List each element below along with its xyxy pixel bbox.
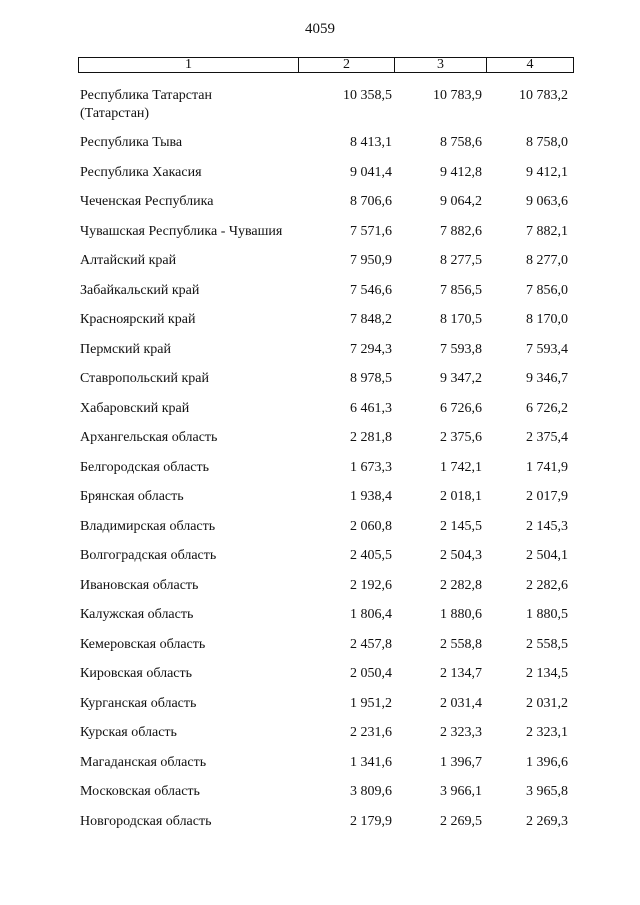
value-col-4: 10 783,2 xyxy=(519,88,568,103)
region-name: Алтайский край xyxy=(80,253,177,268)
region-name: Кемеровская область xyxy=(80,637,206,652)
table-row xyxy=(0,724,640,744)
region-name: Московская область xyxy=(80,784,200,799)
region-name: Новгородская область xyxy=(80,814,212,829)
region-name: Брянская область xyxy=(80,489,184,504)
value-col-2: 2 405,5 xyxy=(350,548,392,563)
value-col-4: 9 063,6 xyxy=(526,194,568,209)
value-col-3: 1 880,6 xyxy=(440,607,482,622)
value-col-2: 2 179,9 xyxy=(350,814,392,829)
region-name: Архангельская область xyxy=(80,430,218,445)
value-col-4: 2 031,2 xyxy=(526,696,568,711)
table-row xyxy=(0,282,640,302)
table-row xyxy=(0,754,640,774)
region-name: Забайкальский край xyxy=(80,283,200,298)
value-col-2: 2 192,6 xyxy=(350,578,392,593)
value-col-4: 8 277,0 xyxy=(526,253,568,268)
value-col-2: 7 950,9 xyxy=(350,253,392,268)
region-name: Чувашская Республика - Чувашия xyxy=(80,224,283,239)
value-col-3: 2 031,4 xyxy=(440,696,482,711)
value-col-4: 1 880,5 xyxy=(526,607,568,622)
value-col-3: 2 018,1 xyxy=(440,489,482,504)
region-name: Владимирская область xyxy=(80,519,216,534)
value-col-2: 2 281,8 xyxy=(350,430,392,445)
table-row xyxy=(0,341,640,361)
value-col-2: 7 546,6 xyxy=(350,283,392,298)
table-row xyxy=(0,695,640,715)
value-col-4: 2 504,1 xyxy=(526,548,568,563)
value-col-3: 9 412,8 xyxy=(440,165,482,180)
table-row xyxy=(0,429,640,449)
value-col-2: 1 951,2 xyxy=(350,696,392,711)
value-col-2: 1 938,4 xyxy=(350,489,392,504)
value-col-2: 8 413,1 xyxy=(350,135,392,150)
value-col-3: 9 064,2 xyxy=(440,194,482,209)
table-row xyxy=(0,783,640,803)
region-name: Республика Тыва xyxy=(80,135,183,150)
value-col-2: 2 050,4 xyxy=(350,666,392,681)
table-row xyxy=(0,606,640,626)
value-col-3: 6 726,6 xyxy=(440,401,482,416)
table-row xyxy=(0,400,640,420)
region-name: Ставропольский край xyxy=(80,371,209,386)
table-row xyxy=(0,311,640,331)
table-row xyxy=(0,459,640,479)
value-col-2: 2 231,6 xyxy=(350,725,392,740)
table-row xyxy=(0,223,640,243)
table-row xyxy=(0,164,640,184)
value-col-2: 8 978,5 xyxy=(350,371,392,386)
value-col-4: 2 282,6 xyxy=(526,578,568,593)
value-col-3: 2 134,7 xyxy=(440,666,482,681)
value-col-3: 7 593,8 xyxy=(440,342,482,357)
table-header xyxy=(78,57,574,73)
region-name: Курганская область xyxy=(80,696,197,711)
value-col-4: 2 134,5 xyxy=(526,666,568,681)
value-col-4: 6 726,2 xyxy=(526,401,568,416)
table-row xyxy=(0,488,640,508)
value-col-3: 7 882,6 xyxy=(440,224,482,239)
region-name: Республика Хакасия xyxy=(80,165,202,180)
value-col-3: 1 742,1 xyxy=(440,460,482,475)
header-cell-1: 1 xyxy=(79,58,299,72)
value-col-2: 10 358,5 xyxy=(343,88,392,103)
value-col-3: 2 282,8 xyxy=(440,578,482,593)
value-col-2: 7 294,3 xyxy=(350,342,392,357)
value-col-2: 1 341,6 xyxy=(350,755,392,770)
value-col-2: 1 806,4 xyxy=(350,607,392,622)
value-col-4: 8 170,0 xyxy=(526,312,568,327)
value-col-4: 1 741,9 xyxy=(526,460,568,475)
value-col-3: 2 323,3 xyxy=(440,725,482,740)
value-col-3: 7 856,5 xyxy=(440,283,482,298)
region-name: Пермский край xyxy=(80,342,171,357)
region-name: Чеченская Республика xyxy=(80,194,214,209)
value-col-3: 2 558,8 xyxy=(440,637,482,652)
value-col-4: 9 346,7 xyxy=(526,371,568,386)
table-row xyxy=(0,370,640,390)
value-col-2: 7 571,6 xyxy=(350,224,392,239)
value-col-4: 7 593,4 xyxy=(526,342,568,357)
value-col-4: 7 882,1 xyxy=(526,224,568,239)
value-col-2: 1 673,3 xyxy=(350,460,392,475)
value-col-4: 9 412,1 xyxy=(526,165,568,180)
region-name: Калужская область xyxy=(80,607,194,622)
value-col-3: 1 396,7 xyxy=(440,755,482,770)
value-col-4: 2 017,9 xyxy=(526,489,568,504)
header-cell-3: 3 xyxy=(395,58,487,72)
value-col-3: 2 375,6 xyxy=(440,430,482,445)
value-col-2: 3 809,6 xyxy=(350,784,392,799)
region-name: Кировская область xyxy=(80,666,193,681)
region-name: Курская область xyxy=(80,725,177,740)
table-row xyxy=(0,134,640,154)
table-row xyxy=(0,87,640,127)
value-col-4: 1 396,6 xyxy=(526,755,568,770)
value-col-2: 8 706,6 xyxy=(350,194,392,209)
value-col-3: 2 504,3 xyxy=(440,548,482,563)
value-col-3: 9 347,2 xyxy=(440,371,482,386)
value-col-4: 2 323,1 xyxy=(526,725,568,740)
value-col-4: 3 965,8 xyxy=(526,784,568,799)
table-row xyxy=(0,547,640,567)
table-row xyxy=(0,193,640,213)
table-row xyxy=(0,518,640,538)
region-name: Ивановская область xyxy=(80,578,199,593)
value-col-3: 3 966,1 xyxy=(440,784,482,799)
value-col-4: 2 269,3 xyxy=(526,814,568,829)
value-col-3: 8 277,5 xyxy=(440,253,482,268)
region-name: Республика Татарстан (Татарстан) xyxy=(80,88,213,121)
page-number: 4059 xyxy=(305,21,335,37)
value-col-3: 2 145,5 xyxy=(440,519,482,534)
value-col-2: 7 848,2 xyxy=(350,312,392,327)
region-name: Белгородская область xyxy=(80,460,210,475)
value-col-3: 2 269,5 xyxy=(440,814,482,829)
value-col-4: 8 758,0 xyxy=(526,135,568,150)
value-col-2: 6 461,3 xyxy=(350,401,392,416)
value-col-2: 9 041,4 xyxy=(350,165,392,180)
region-name: Волгоградская область xyxy=(80,548,217,563)
region-name: Красноярский край xyxy=(80,312,196,327)
table-row xyxy=(0,252,640,272)
table-row xyxy=(0,813,640,833)
value-col-3: 8 170,5 xyxy=(440,312,482,327)
value-col-4: 7 856,0 xyxy=(526,283,568,298)
value-col-4: 2 145,3 xyxy=(526,519,568,534)
header-cell-4: 4 xyxy=(526,57,534,72)
region-name: Магаданская область xyxy=(80,755,207,770)
value-col-3: 10 783,9 xyxy=(433,88,482,103)
value-col-2: 2 060,8 xyxy=(350,519,392,534)
region-name: Хабаровский край xyxy=(80,401,190,416)
value-col-2: 2 457,8 xyxy=(350,637,392,652)
value-col-3: 8 758,6 xyxy=(440,135,482,150)
table-row xyxy=(0,577,640,597)
value-col-4: 2 375,4 xyxy=(526,430,568,445)
table-row xyxy=(0,665,640,685)
value-col-4: 2 558,5 xyxy=(526,637,568,652)
table-row xyxy=(0,636,640,656)
header-cell-2: 2 xyxy=(299,58,395,72)
